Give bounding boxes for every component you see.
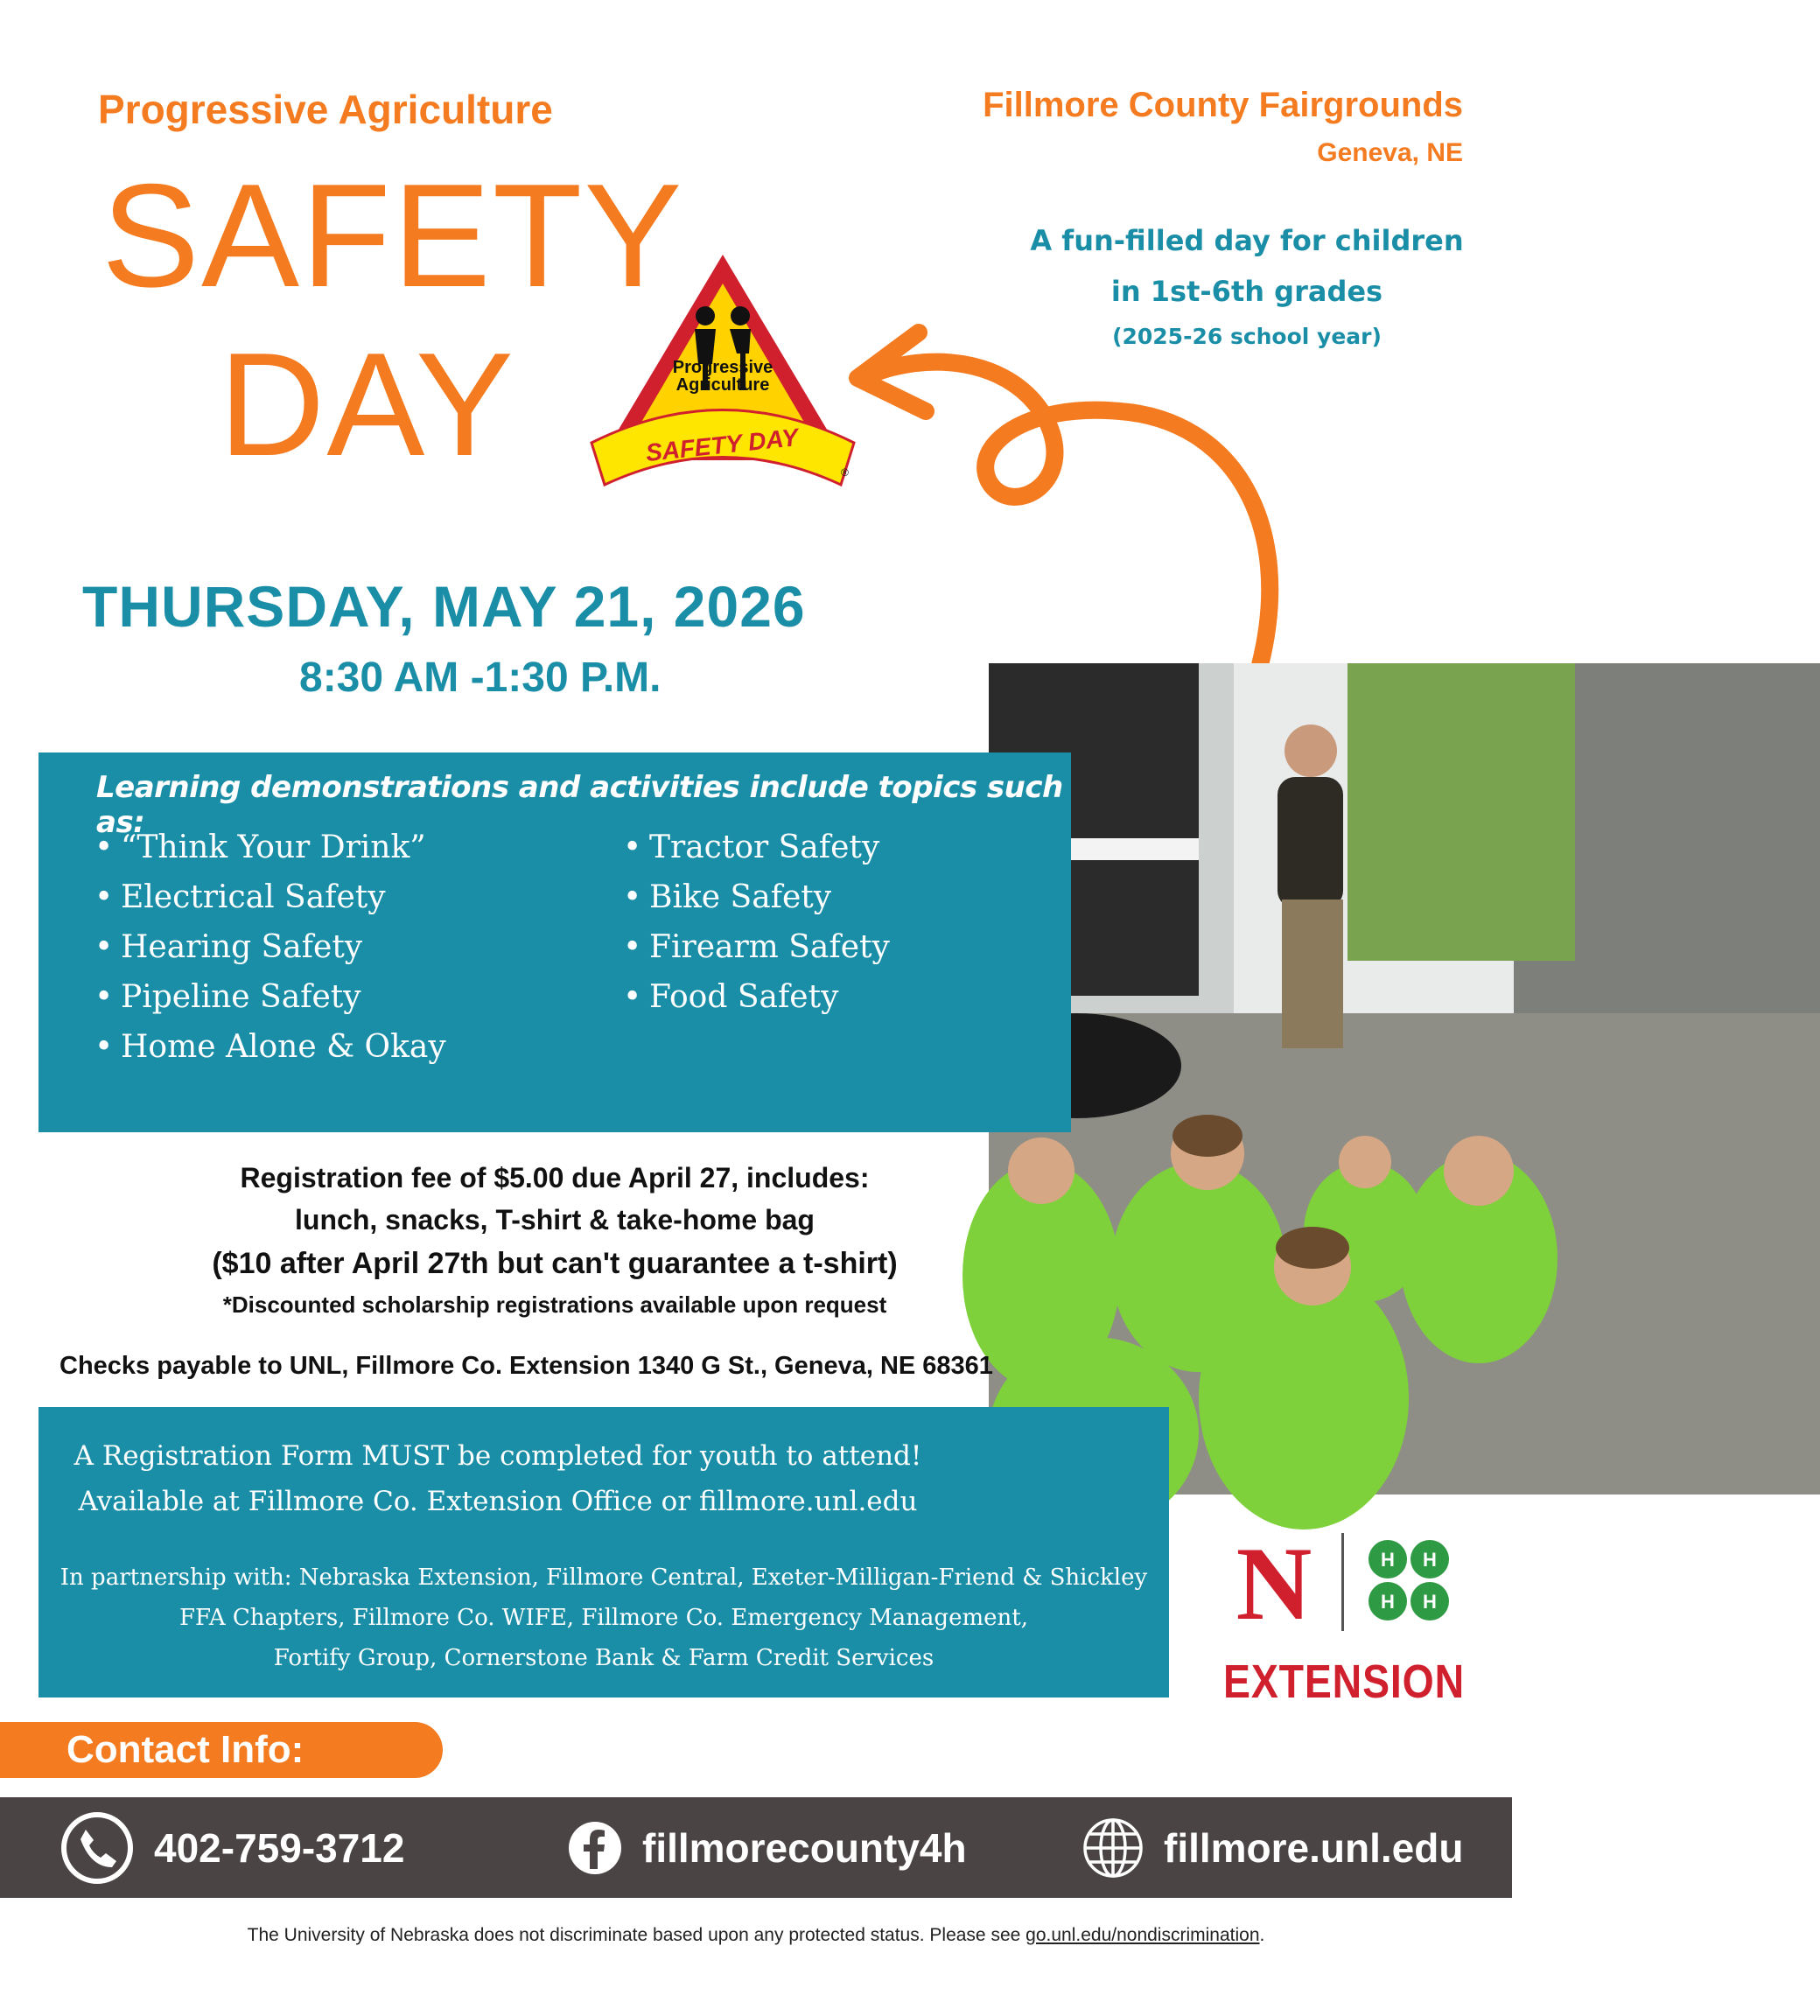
decorative-arrow — [822, 298, 1312, 700]
phone-icon — [60, 1810, 135, 1886]
logo-divider — [1341, 1533, 1344, 1631]
svg-text:H: H — [1381, 1549, 1395, 1571]
registration-form-notice — [38, 1433, 957, 1524]
list-item: • Firearm Safety — [623, 922, 890, 972]
extension-word: EXTENSION — [1223, 1656, 1465, 1708]
title-day: DAY — [219, 322, 515, 486]
logo-line-1: Progressive — [672, 358, 774, 377]
title-safety: SAFETY — [102, 153, 684, 318]
event-date: THURSDAY, MAY 21, 2026 — [82, 574, 806, 639]
globe-icon — [1082, 1816, 1144, 1880]
fee-line-3: ($10 after April 27th but can't guarantee a t-shirt) — [212, 1247, 898, 1280]
contact-bar — [0, 1797, 1512, 1898]
topics-list-right — [623, 822, 890, 1022]
partners-line-1: In partnership with: Nebraska Extension, Fillmore Central, Exeter-Milligan-Friend & Shickley — [60, 1564, 1148, 1591]
disclaimer-text: The University of Nebraska does not discriminate based upon any protected status. Please see — [247, 1925, 1026, 1945]
safety-day-logo — [592, 250, 854, 495]
event-photo — [989, 663, 1820, 1494]
registered-mark: ® — [841, 466, 849, 479]
nondiscrimination-disclaimer — [0, 1925, 1512, 1946]
contact-facebook[interactable] — [567, 1797, 967, 1898]
phone-number[interactable]: 402-759-3712 — [154, 1824, 405, 1871]
four-h-clover-icon — [1368, 1540, 1449, 1620]
partners-line-3: Fortify Group, Cornerstone Bank & Farm Credit Services — [273, 1645, 934, 1671]
nondiscrimination-link[interactable]: go.unl.edu/nondiscrimination — [1026, 1925, 1260, 1945]
venue-name: Fillmore County Fairgrounds — [983, 86, 1463, 124]
contact-phone[interactable] — [60, 1797, 404, 1898]
registration-panel — [38, 1407, 1169, 1698]
list-item: • Electrical Safety — [94, 872, 446, 922]
registration-fee — [38, 1157, 1071, 1323]
contact-label: Contact Info: — [0, 1722, 443, 1778]
topics-panel — [38, 752, 1071, 1132]
list-item: • Tractor Safety — [623, 822, 890, 872]
event-time: 8:30 AM -1:30 P.M. — [299, 654, 662, 701]
contact-website[interactable] — [1082, 1797, 1463, 1898]
nebraska-n-icon: N — [1236, 1525, 1312, 1642]
topics-list-left — [94, 822, 446, 1072]
disclaimer-end: . — [1259, 1925, 1265, 1945]
list-item: • Hearing Safety — [94, 922, 446, 972]
facebook-icon — [567, 1820, 623, 1876]
audience-line-3: (2025-26 school year) — [1112, 324, 1382, 349]
checks-payable: Checks payable to UNL, Fillmore Co. Extension 1340 G St., Geneva, NE 68361 — [60, 1352, 993, 1380]
fee-line-4: *Discounted scholarship registrations available upon request — [222, 1292, 887, 1318]
form-line-1: A Registration Form MUST be completed for youth to attend! — [74, 1440, 922, 1472]
audience-line-1: A fun-filled day for children — [1030, 224, 1464, 257]
list-item: • Pipeline Safety — [94, 972, 446, 1022]
program-name: Progressive Agriculture — [98, 87, 553, 132]
list-item: • “Think Your Drink” — [94, 822, 446, 872]
partners-line-2: FFA Chapters, Fillmore Co. WIFE, Fillmore Co. Emergency Management, — [179, 1605, 1028, 1631]
svg-text:H: H — [1381, 1591, 1395, 1613]
logo-banner-text: SAFETY DAY — [644, 424, 800, 467]
photo-illustration — [989, 663, 1820, 1494]
list-item: • Home Alone & Okay — [94, 1022, 446, 1072]
fee-line-2: lunch, snacks, T-shirt & take-home bag — [295, 1204, 815, 1236]
partners-list — [38, 1558, 1169, 1678]
svg-text:H: H — [1423, 1591, 1437, 1613]
form-line-2: Available at Fillmore Co. Extension Office or fillmore.unl.edu — [78, 1486, 918, 1517]
list-item: • Bike Safety — [623, 872, 890, 922]
website-url[interactable]: fillmore.unl.edu — [1164, 1824, 1464, 1871]
fee-line-1: Registration fee of $5.00 due April 27, includes: — [240, 1162, 870, 1194]
list-item: • Food Safety — [623, 972, 890, 1022]
facebook-handle[interactable]: fillmorecounty4h — [642, 1824, 967, 1871]
logo-line-2: Agriculture — [676, 375, 770, 395]
topics-heading: Learning demonstrations and activities include topics such as: — [96, 770, 1063, 840]
nebraska-extension-logo — [1222, 1525, 1466, 1708]
audience-line-2: in 1st-6th grades — [1110, 275, 1383, 308]
svg-text:H: H — [1423, 1549, 1437, 1571]
venue-city: Geneva, NE — [1317, 138, 1463, 167]
